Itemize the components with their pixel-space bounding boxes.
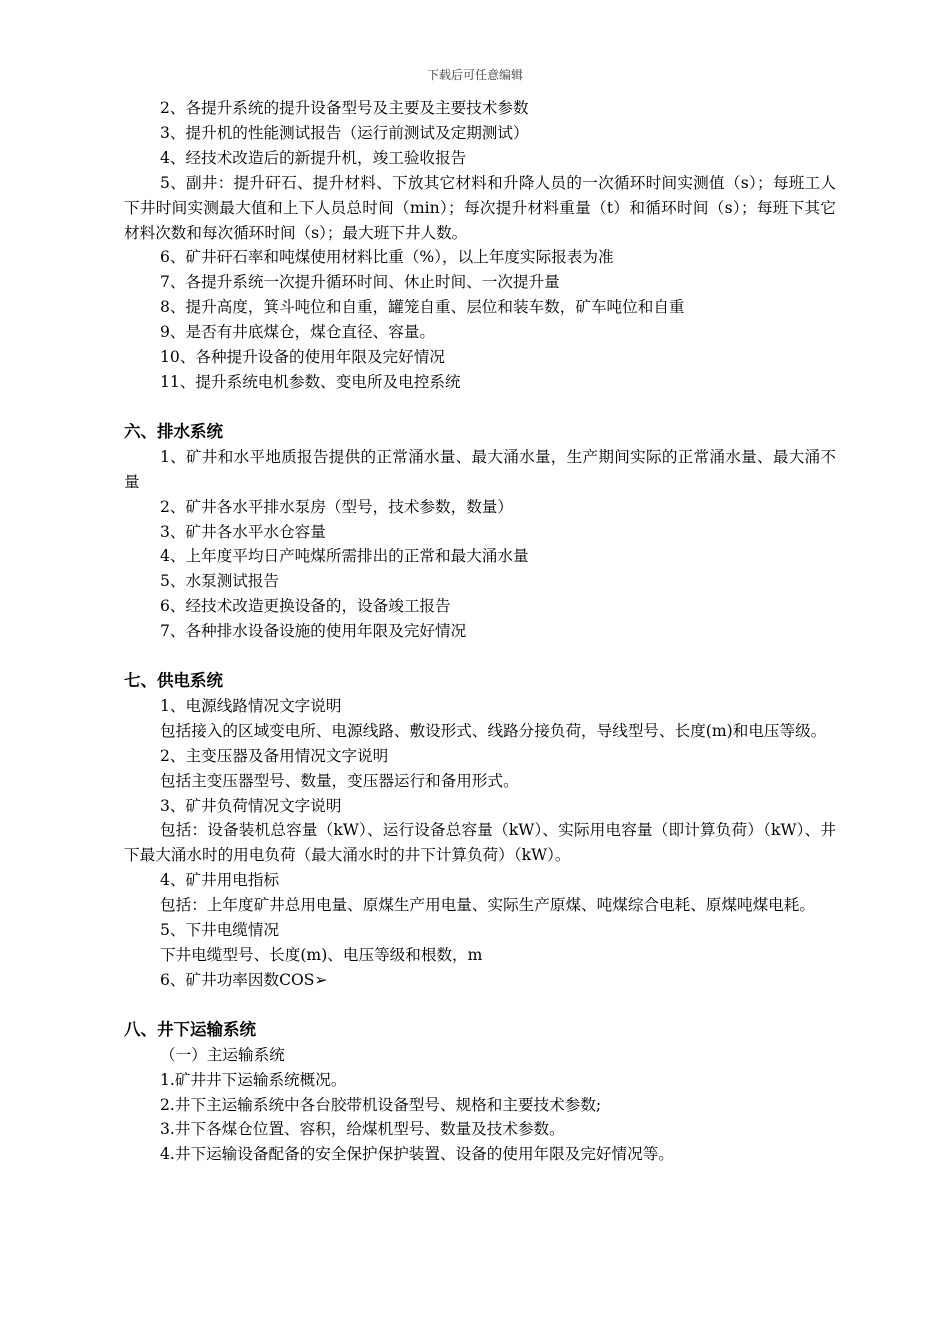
list-item: 2、主变压器及备用情况文字说明 [160, 746, 389, 765]
list-item: 6、矿井矸石率和吨煤使用材料比重（%），以上年度实际报表为准 [160, 248, 614, 267]
page-header: 下载后可任意编辑 [426, 68, 523, 82]
list-item: 11、提升系统电机参数、变电所及电控系统 [160, 372, 461, 391]
document-body [124, 96, 836, 1167]
list-item: 10、各种提升设备的使用年限及完好情况 [160, 348, 445, 367]
list-item: 包括：上年度矿井总用电量、原煤生产用电量、实际生产原煤、吨煤综合电耗、原煤吨煤电耗。 [160, 896, 815, 915]
spacer [124, 395, 836, 420]
list-item: 8、提升高度，箕斗吨位和自重，罐笼自重、层位和装车数，矿车吨位和自重 [160, 298, 685, 317]
list-item: 9、是否有井底煤仓，煤仓直径、容量。 [160, 323, 436, 342]
list-item: 4、上年度平均日产吨煤所需排出的正常和最大涌水量 [160, 547, 529, 566]
list-item: 7、各种排水设备设施的使用年限及完好情况 [160, 622, 467, 641]
section-heading-drainage: 六、排水系统 [124, 421, 223, 441]
list-item: 5、下井电缆情况 [160, 921, 280, 940]
spacer [124, 993, 836, 1018]
list-item: 2、各提升系统的提升设备型号及主要及主要技术参数 [160, 99, 529, 117]
list-item: 包括接入的区域变电所、电源线路、敷设形式、线路分接负荷，导线型号、长度(m)和电压等级。 [160, 721, 827, 740]
list-item: 5、水泵测试报告 [160, 572, 280, 591]
list-item: 1、电源线路情况文字说明 [160, 696, 342, 715]
list-item: 包括主变压器型号、数量，变压器运行和备用形式。 [160, 771, 519, 790]
list-item: 1.矿井井下运输系统概况。 [160, 1070, 347, 1089]
list-item: 4、矿井用电指标 [160, 871, 280, 890]
list-item: 6、矿井功率因数COS➢ [160, 970, 328, 989]
list-item: 3、矿井负荷情况文字说明 [160, 796, 342, 815]
section-heading-power-supply: 七、供电系统 [124, 671, 223, 691]
spacer [124, 644, 836, 669]
list-item: 3、矿井各水平水仓容量 [160, 522, 326, 541]
list-item: 6、经技术改造更换设备的，设备竣工报告 [160, 597, 451, 616]
list-item: 2.井下主运输系统中各台胶带机设备型号、规格和主要技术参数; [160, 1095, 602, 1114]
list-item: 5、副井：提升矸石、提升材料、下放其它材料和升降人员的一次循环时间实测值（s）；每班工人下井时间实测最大值和上下人员总时间（min）；每次提升材料重量（t）和循环时间（s）；每班下其它材料次数和每次循环时间（s）；最大班下井人数。 [124, 173, 836, 242]
section-heading-underground-transport: 八、井下运输系统 [124, 1019, 256, 1039]
list-item: 3.井下各煤仓位置、容积，给煤机型号、数量及技术参数。 [160, 1120, 565, 1139]
list-item: 3、提升机的性能测试报告（运行前测试及定期测试） [160, 123, 529, 142]
list-item: 4、经技术改造后的新提升机，竣工验收报告 [160, 148, 467, 167]
list-item: 1、矿井和水平地质报告提供的正常涌水量、最大涌水量，生产期间实际的正常涌水量、最大涌不量 [124, 447, 836, 491]
list-item: 4.井下运输设备配备的安全保护保护装置、设备的使用年限及完好情况等。 [160, 1145, 674, 1164]
list-item: 2、矿井各水平排水泵房（型号，技术参数，数量） [160, 497, 513, 516]
subsection-heading: （一）主运输系统 [160, 1045, 285, 1064]
list-item: 7、各提升系统一次提升循环时间、休止时间、一次提升量 [160, 273, 560, 292]
list-item: 包括：设备装机总容量（kW）、运行设备总容量（kW）、实际用电容量（即计算负荷）（kW）、井下最大涌水时的用电负荷（最大涌水时的井下计算负荷）（kW）。 [124, 821, 836, 865]
list-item: 下井电缆型号、长度(m)、电压等级和根数，m [160, 946, 483, 964]
